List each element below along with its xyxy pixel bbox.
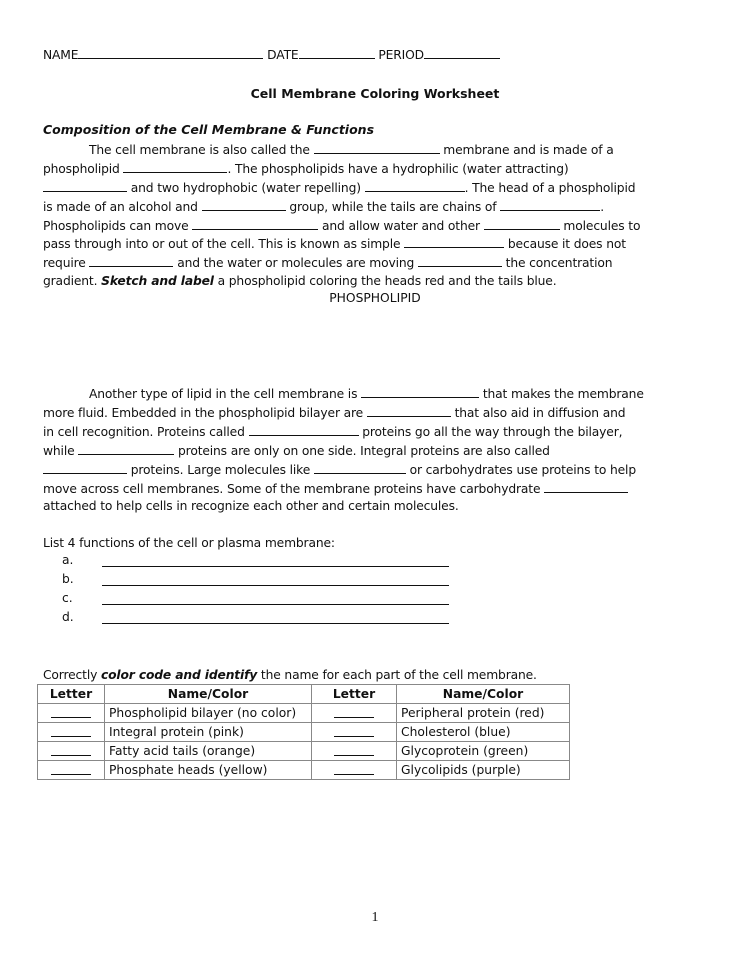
table-row [38,742,570,761]
letter-cell[interactable] [312,761,397,780]
text: require [43,256,90,270]
emphasis-text: Sketch and label [101,274,214,288]
table-row [38,704,570,723]
name-field[interactable] [78,46,263,59]
text: The cell membrane is also called the [89,143,314,157]
s2-line-6 [43,480,628,497]
name-color-cell: Cholesterol (blue) [397,723,570,742]
function-label-c: c. [62,591,73,605]
letter-cell[interactable] [312,704,397,723]
name-color-cell: Glycoprotein (green) [397,742,570,761]
date-field[interactable] [299,46,375,59]
letter-cell[interactable] [38,742,105,761]
s1-line-4 [43,198,604,215]
s1-line-1 [89,141,614,158]
text: or carbohydrates use proteins to help [405,463,636,477]
header-name-color: Name/Color [397,685,570,704]
table-row [38,761,570,780]
text: a phospholipid coloring the heads red and the tails blue. [213,274,557,288]
date-label: DATE [267,48,299,62]
letter-cell[interactable] [312,723,397,742]
s1-line-5 [43,217,640,234]
header-letter: Letter [312,685,397,704]
function-answer-d[interactable] [102,623,449,624]
s2-line-7 [43,498,459,514]
text: is made of an alcohol and [43,200,202,214]
name-color-cell: Phosphate heads (yellow) [105,761,312,780]
fill-blank[interactable] [418,254,502,267]
section-heading: Composition of the Cell Membrane & Functions [43,122,375,137]
letter-cell[interactable] [312,742,397,761]
period-label: PERIOD [378,48,424,62]
function-label-b: b. [62,572,74,586]
color-key-table [37,684,570,780]
s2-line-4 [43,442,550,459]
fill-blank[interactable] [89,254,173,267]
fill-blank[interactable] [367,404,451,417]
name-color-cell: Fatty acid tails (orange) [105,742,312,761]
text: group, while the tails are chains of [285,200,501,214]
fill-blank[interactable] [404,235,504,248]
name-color-cell: Phospholipid bilayer (no color) [105,704,312,723]
text: . [600,200,604,214]
text: that makes the membrane [479,387,644,401]
text: . The phospholipids have a hydrophilic (water attracting) [227,162,569,176]
s2-line-1 [89,385,644,402]
name-color-cell: Peripheral protein (red) [397,704,570,723]
name-label: NAME [43,48,79,62]
text: proteins are only on one side. Integral proteins are also called [174,444,550,458]
function-label-d: d. [62,610,74,624]
text: the concentration [501,256,613,270]
table-header-row [38,685,570,704]
fill-blank[interactable] [484,217,560,230]
text: and two hydrophobic (water repelling) [127,181,365,195]
fill-blank[interactable] [314,461,406,474]
function-answer-a[interactable] [102,566,449,567]
function-label-a: a. [62,553,74,567]
function-answer-c[interactable] [102,604,449,605]
name-color-cell: Integral protein (pink) [105,723,312,742]
text: and the water or molecules are moving [173,256,418,270]
fill-blank[interactable] [78,442,174,455]
s1-line-6 [43,235,626,252]
name-color-cell: Glycolipids (purple) [397,761,570,780]
text: Phospholipids can move [43,219,193,233]
period-field[interactable] [424,46,500,59]
text: more fluid. Embedded in the phospholipid bilayer are [43,406,367,420]
text: move across cell membranes. Some of the membrane proteins have carbohydrate [43,482,545,496]
s1-line-8 [43,273,556,289]
text: pass through into or out of the cell. This is known as simple [43,237,405,251]
fill-blank[interactable] [249,423,359,436]
sketch-area[interactable] [43,310,703,380]
s1-line-7 [43,254,612,271]
function-answer-b[interactable] [102,585,449,586]
page-number: 1 [371,910,379,925]
text: proteins. Large molecules like [127,463,314,477]
header-letter: Letter [38,685,105,704]
s1-line-2 [43,160,569,177]
color-key-intro [43,667,537,683]
text: because it does not [504,237,626,251]
fill-blank[interactable] [192,217,318,230]
fill-blank[interactable] [43,179,127,192]
text: gradient. [43,274,102,288]
emphasis-text: color code and identify [101,668,258,682]
text: membrane and is made of a [439,143,614,157]
text: molecules to [559,219,641,233]
text: . The head of a phospholipid [464,181,636,195]
fill-blank[interactable] [202,198,286,211]
fill-blank[interactable] [365,179,465,192]
text: that also aid in diffusion and [450,406,626,420]
text: the name for each part of the cell membrane. [257,668,537,682]
letter-cell[interactable] [38,761,105,780]
text: while [43,444,79,458]
s2-line-2 [43,404,625,421]
text: attached to help cells in recognize each other and certain molecules. [43,499,459,513]
letter-cell[interactable] [38,723,105,742]
s2-line-5 [43,461,636,478]
functions-prompt: List 4 functions of the cell or plasma membrane: [43,536,335,550]
text: phospholipid [43,162,124,176]
phospholipid-sketch-label: PHOSPHOLIPID [329,291,421,305]
table-row [38,723,570,742]
fill-blank[interactable] [361,385,479,398]
text: Another type of lipid in the cell membrane is [89,387,362,401]
fill-blank[interactable] [500,198,600,211]
fill-blank[interactable] [43,461,127,474]
s1-line-3 [43,179,635,196]
header-name-color: Name/Color [105,685,312,704]
s2-line-3 [43,423,622,440]
text: proteins go all the way through the bilayer, [358,425,623,439]
fill-blank[interactable] [314,141,440,154]
text: and allow water and other [318,219,484,233]
letter-cell[interactable] [38,704,105,723]
header-fields [43,46,500,63]
text: Correctly [43,668,101,682]
worksheet-title: Cell Membrane Coloring Worksheet [250,86,500,101]
text: in cell recognition. Proteins called [43,425,249,439]
fill-blank[interactable] [544,480,628,493]
fill-blank[interactable] [123,160,227,173]
